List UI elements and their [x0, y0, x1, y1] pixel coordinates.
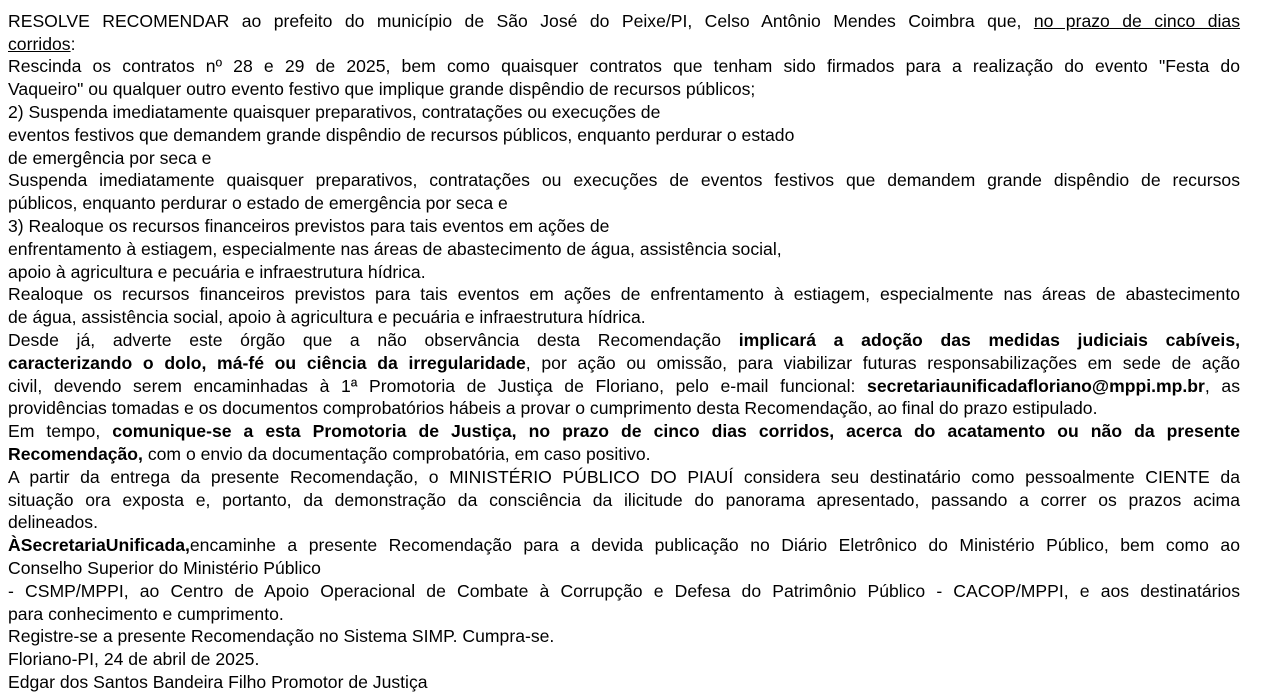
item3-line-c: apoio à agricultura e pecuária e infraestrutura hídrica.: [8, 261, 426, 282]
adverte-line-3: [8, 375, 1240, 398]
local-data-line: Floriano-PI, 24 de abril de 2025.: [8, 649, 260, 670]
adverte-text-3: civil, devendo serem encaminhadas à 1ª Promotoria de Justiça de Floriano, pelo e-mail funcional:: [8, 375, 856, 396]
item3-line-a: 3) Realoque os recursos financeiros previstos para tais eventos em ações de: [8, 215, 610, 236]
suspenda-line-2: públicos, enquanto perdurar o estado de emergência por seca e: [8, 193, 508, 214]
resolve-text: RESOLVE RECOMENDAR ao prefeito do município de São José do Peixe/PI, Celso Antônio Mendes Coimbra que,: [8, 10, 1022, 31]
realoque-line-1: Realoque os recursos financeiros previstos para tais eventos em ações de enfrentamento à estiagem, especialmente nas áreas de abastecimento: [8, 284, 1240, 305]
rescinda-line-2: Vaqueiro" ou qualquer outro evento festivo que implique grande dispêndio de recursos públicos;: [8, 79, 756, 100]
rescinda-line-1: Rescinda os contratos nº 28 e 29 de 2025, bem como quaisquer contratos que tenham sido firmados para a realização do evento "Festa do: [8, 56, 1240, 77]
adverte-text-2: , por ação ou omissão, para viabilizar futuras responsabilizações em sede de ação: [525, 352, 1241, 373]
item2-line-a: 2) Suspenda imediatamente quaisquer preparativos, contratações ou execuções de: [8, 101, 661, 122]
secretaria-bold: ÀSecretariaUnificada,: [8, 535, 190, 556]
secretaria-line-1: [8, 534, 1240, 557]
adverte-bold-1: implicará a adoção das medidas judiciais cabíveis,: [738, 329, 1240, 350]
tempo-bold-1: comunique-se a esta Promotoria de Justiça, no prazo de cinco dias corridos, acerca do acatamento ou não da presente: [112, 421, 1240, 442]
resolve-line-2: [8, 33, 1240, 56]
tempo-line-1: [8, 420, 1240, 443]
adverte-bold-2: caracterizando o dolo, má-fé ou ciência da irregularidade: [8, 352, 526, 373]
item3-line-b: enfrentamento à estiagem, especialmente nas áreas de abastecimento de água, assistência social,: [8, 238, 782, 259]
adverte-line-4: providências tomadas e os documentos comprobatórios hábeis a provar o cumprimento desta Recomendação, ao final do prazo estipulado.: [8, 398, 1098, 419]
resolve-deadline-underlined: no prazo de cinco dias: [1033, 10, 1241, 31]
tempo-text-1: Em tempo,: [8, 421, 101, 442]
adverte-line-1: [8, 329, 1240, 352]
tempo-text-2: com o envio da documentação comprobatória, em caso positivo.: [142, 443, 651, 464]
clipped-top-text: [8, 0, 546, 8]
adverte-text-3-end: , as: [1204, 375, 1241, 396]
partir-line-3: delineados.: [8, 512, 98, 533]
csmp-line-2: para conhecimento e cumprimento.: [8, 603, 284, 624]
resolve-deadline-underlined-2: corridos: [8, 33, 71, 54]
adverte-line-2: [8, 352, 1240, 375]
partir-line-2: situação ora exposta e, portanto, da demonstração da consciência da ilicitude do panorama apresentado, passando a correr os prazos acima: [8, 489, 1240, 510]
clipped-top-line: [8, 0, 1240, 10]
item2-line-b: eventos festivos que demandem grande dispêndio de recursos públicos, enquanto perdurar o estado: [8, 124, 795, 145]
tempo-line-2: [8, 443, 1240, 466]
csmp-line-1: - CSMP/MPPI, ao Centro de Apoio Operacional de Combate à Corrupção e Defesa do Patrimônio Público - CACOP/MPPI, e aos destinatários: [8, 580, 1240, 601]
signature-line: Edgar dos Santos Bandeira Filho Promotor de Justiça: [8, 671, 428, 692]
item2-line-c: de emergência por seca e: [8, 147, 212, 168]
partir-line-1: A partir da entrega da presente Recomendação, o MINISTÉRIO PÚBLICO DO PIAUÍ considera seu destinatário como pessoalmente CIENTE da: [8, 466, 1240, 487]
secretaria-text-1: encaminhe a presente Recomendação para a devida publicação no Diário Eletrônico do Ministério Público, bem como ao: [189, 535, 1240, 556]
resolve-line-1: [8, 10, 1240, 33]
email-address: secretariaunificadafloriano@mppi.mp.br: [867, 375, 1205, 396]
document-body: [8, 0, 1240, 694]
suspenda-line-1: Suspenda imediatamente quaisquer preparativos, contratações ou execuções de eventos festivos que demandem grande dispêndio de recursos: [8, 170, 1240, 191]
secretaria-line-2: Conselho Superior do Ministério Público: [8, 557, 321, 578]
resolve-colon: :: [70, 33, 76, 54]
realoque-line-2: de água, assistência social, apoio à agricultura e pecuária e infraestrutura hídrica.: [8, 307, 646, 328]
registre-line: Registre-se a presente Recomendação no Sistema SIMP. Cumpra-se.: [8, 626, 555, 647]
tempo-bold-2: Recomendação,: [8, 443, 143, 464]
adverte-text-1: Desde já, adverte este órgão que a não observância desta Recomendação: [8, 329, 722, 350]
